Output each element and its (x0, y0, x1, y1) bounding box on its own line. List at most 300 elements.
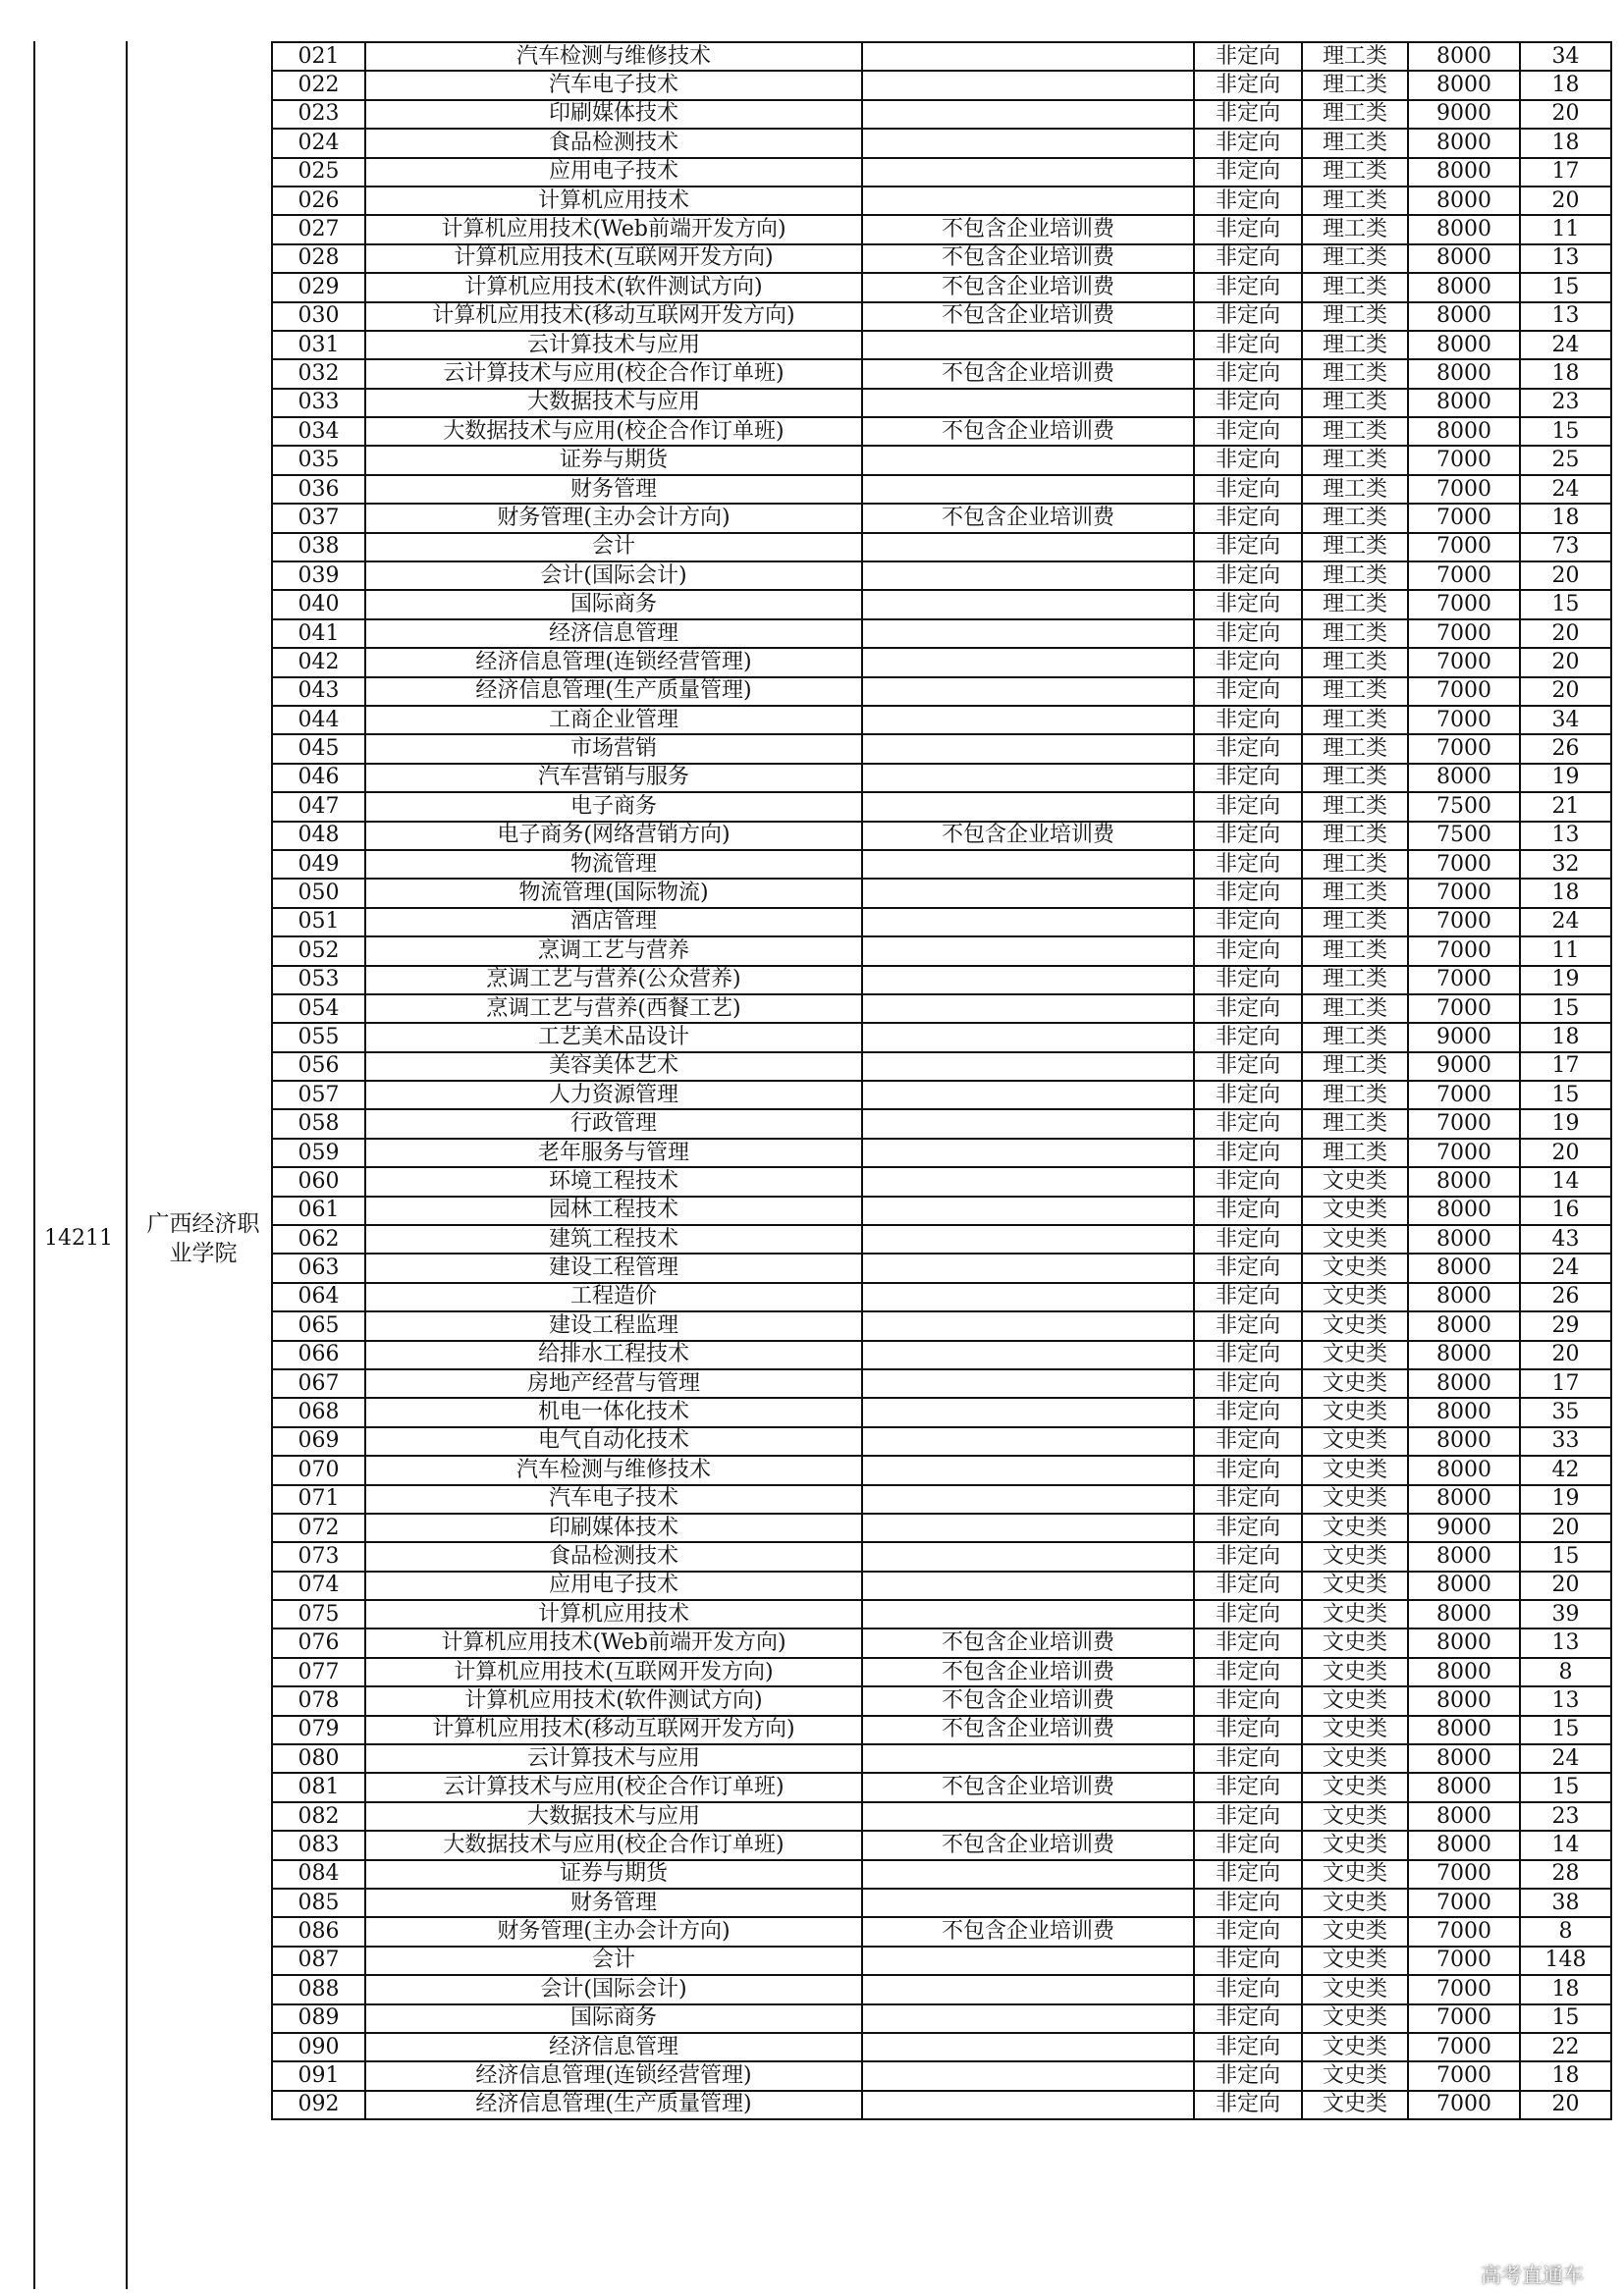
subject-category-cell: 理工类 (1302, 994, 1408, 1023)
plan-type-cell: 非定向 (1194, 1572, 1302, 1600)
quota-cell: 13 (1520, 822, 1611, 850)
table-row (272, 734, 1611, 763)
tuition-cell: 7000 (1408, 966, 1520, 994)
tuition-cell: 9000 (1408, 1052, 1520, 1081)
subject-category-cell: 文史类 (1302, 1311, 1408, 1340)
quota-cell: 19 (1520, 1109, 1611, 1138)
quota-cell: 18 (1520, 129, 1611, 157)
table-row (272, 1802, 1611, 1831)
plan-type-cell: 非定向 (1194, 302, 1302, 331)
tuition-cell: 8000 (1408, 1398, 1520, 1426)
plan-type-cell: 非定向 (1194, 1542, 1302, 1571)
major-name-cell: 印刷媒体技术 (365, 1514, 862, 1542)
table-row (272, 244, 1611, 273)
major-code-cell: 084 (272, 1860, 365, 1889)
major-code-cell: 049 (272, 850, 365, 879)
major-name-cell: 汽车检测与维修技术 (365, 42, 862, 71)
table-row (272, 677, 1611, 706)
major-name-cell: 云计算技术与应用 (365, 1744, 862, 1773)
tuition-cell: 8000 (1408, 71, 1520, 99)
major-code-cell: 087 (272, 1947, 365, 1975)
remark-cell (862, 1947, 1194, 1975)
table-row (272, 1572, 1611, 1600)
tuition-cell: 7000 (1408, 590, 1520, 618)
major-code-cell: 042 (272, 648, 365, 676)
plan-type-cell: 非定向 (1194, 1744, 1302, 1773)
major-code-cell: 025 (272, 158, 365, 187)
remark-cell (862, 1744, 1194, 1773)
table-row (272, 1947, 1611, 1975)
major-name-cell: 计算机应用技术(软件测试方向) (365, 1686, 862, 1715)
table-row (272, 1889, 1611, 1917)
remark-cell (862, 2091, 1194, 2119)
major-name-cell: 食品检测技术 (365, 129, 862, 157)
major-code-cell: 039 (272, 561, 365, 590)
plan-type-cell: 非定向 (1194, 908, 1302, 936)
tuition-cell: 7000 (1408, 2033, 1520, 2061)
plan-type-cell: 非定向 (1194, 1975, 1302, 2003)
subject-category-cell: 理工类 (1302, 1023, 1408, 1051)
plan-type-cell: 非定向 (1194, 1023, 1302, 1051)
remark-cell: 不包含企业培训费 (862, 1917, 1194, 1946)
remark-cell (862, 1081, 1194, 1109)
major-name-cell: 房地产经营与管理 (365, 1369, 862, 1398)
subject-category-cell: 理工类 (1302, 359, 1408, 388)
major-code-cell: 056 (272, 1052, 365, 1081)
quota-cell: 18 (1520, 2061, 1611, 2090)
subject-category-cell: 文史类 (1302, 1716, 1408, 1744)
college-name-line1: 广西经济职 (146, 1211, 260, 1237)
table-row (272, 2061, 1611, 2090)
major-code-cell: 071 (272, 1485, 365, 1514)
plan-type-cell: 非定向 (1194, 1456, 1302, 1484)
subject-category-cell: 理工类 (1302, 966, 1408, 994)
tuition-cell: 8000 (1408, 1427, 1520, 1456)
major-code-cell: 064 (272, 1283, 365, 1311)
subject-category-cell: 文史类 (1302, 2061, 1408, 2090)
remark-cell (862, 1109, 1194, 1138)
tuition-cell: 8000 (1408, 244, 1520, 273)
table-row (272, 1139, 1611, 1167)
major-name-cell: 计算机应用技术 (365, 187, 862, 215)
quota-cell: 20 (1520, 1572, 1611, 1600)
subject-category-cell: 理工类 (1302, 187, 1408, 215)
plan-type-cell: 非定向 (1194, 389, 1302, 417)
major-name-cell: 老年服务与管理 (365, 1139, 862, 1167)
major-code-cell: 046 (272, 764, 365, 792)
remark-cell (862, 1369, 1194, 1398)
tuition-cell: 7000 (1408, 446, 1520, 474)
subject-category-cell: 理工类 (1302, 648, 1408, 676)
quota-cell: 26 (1520, 1283, 1611, 1311)
quota-cell: 17 (1520, 158, 1611, 187)
plan-type-cell: 非定向 (1194, 792, 1302, 821)
major-code-cell: 034 (272, 417, 365, 446)
major-name-cell: 计算机应用技术(Web前端开发方向) (365, 1629, 862, 1657)
quota-cell: 13 (1520, 1629, 1611, 1657)
major-code-cell: 033 (272, 389, 365, 417)
subject-category-cell: 理工类 (1302, 215, 1408, 243)
tuition-cell: 8000 (1408, 1197, 1520, 1225)
major-code-cell: 088 (272, 1975, 365, 2003)
remark-cell: 不包含企业培训费 (862, 1831, 1194, 1859)
major-code-cell: 078 (272, 1686, 365, 1715)
major-name-cell: 烹调工艺与营养(西餐工艺) (365, 994, 862, 1023)
table-row (272, 1860, 1611, 1889)
quota-cell: 15 (1520, 2004, 1611, 2033)
major-name-cell: 经济信息管理(生产质量管理) (365, 2091, 862, 2119)
subject-category-cell: 文史类 (1302, 1831, 1408, 1859)
remark-cell (862, 71, 1194, 99)
subject-category-cell: 理工类 (1302, 590, 1408, 618)
tuition-cell: 7000 (1408, 2004, 1520, 2033)
major-code-cell: 073 (272, 1542, 365, 1571)
quota-cell: 11 (1520, 936, 1611, 965)
remark-cell (862, 42, 1194, 71)
quota-cell: 14 (1520, 1831, 1611, 1859)
subject-category-cell: 理工类 (1302, 850, 1408, 879)
quota-cell: 20 (1520, 1514, 1611, 1542)
tuition-cell: 8000 (1408, 187, 1520, 215)
table-row (272, 850, 1611, 879)
tuition-cell: 7000 (1408, 533, 1520, 561)
major-code-cell: 029 (272, 273, 365, 301)
major-code-cell: 090 (272, 2033, 365, 2061)
remark-cell (862, 533, 1194, 561)
tuition-cell: 7000 (1408, 1139, 1520, 1167)
quota-cell: 16 (1520, 1197, 1611, 1225)
subject-category-cell: 文史类 (1302, 2091, 1408, 2119)
tuition-cell: 8000 (1408, 215, 1520, 243)
table-row (272, 1109, 1611, 1138)
tuition-cell: 7000 (1408, 706, 1520, 734)
tuition-cell: 8000 (1408, 1341, 1520, 1369)
table-row (272, 1427, 1611, 1456)
quota-cell: 20 (1520, 561, 1611, 590)
quota-cell: 24 (1520, 1744, 1611, 1773)
subject-category-cell: 文史类 (1302, 1860, 1408, 1889)
plan-type-cell: 非定向 (1194, 706, 1302, 734)
remark-cell (862, 908, 1194, 936)
major-code-cell: 079 (272, 1716, 365, 1744)
plan-type-cell: 非定向 (1194, 1773, 1302, 1801)
subject-category-cell: 文史类 (1302, 1600, 1408, 1629)
subject-category-cell: 文史类 (1302, 1975, 1408, 2003)
table-row (272, 1341, 1611, 1369)
major-code-cell: 051 (272, 908, 365, 936)
subject-category-cell: 文史类 (1302, 1341, 1408, 1369)
remark-cell (862, 187, 1194, 215)
table-row (272, 389, 1611, 417)
remark-cell (862, 1341, 1194, 1369)
tuition-cell: 7000 (1408, 908, 1520, 936)
plan-type-cell: 非定向 (1194, 1225, 1302, 1254)
tuition-cell: 8000 (1408, 1773, 1520, 1801)
plan-type-cell: 非定向 (1194, 2033, 1302, 2061)
plan-type-cell: 非定向 (1194, 879, 1302, 907)
major-code-cell: 068 (272, 1398, 365, 1426)
major-code-cell: 035 (272, 446, 365, 474)
major-name-cell: 会计 (365, 533, 862, 561)
table-row (272, 302, 1611, 331)
major-code-cell: 075 (272, 1600, 365, 1629)
subject-category-cell: 文史类 (1302, 1398, 1408, 1426)
tuition-cell: 7000 (1408, 1860, 1520, 1889)
plan-type-cell: 非定向 (1194, 2004, 1302, 2033)
tuition-cell: 7000 (1408, 879, 1520, 907)
quota-cell: 13 (1520, 302, 1611, 331)
remark-cell: 不包含企业培训费 (862, 1773, 1194, 1801)
table-row (272, 1456, 1611, 1484)
major-name-cell: 大数据技术与应用(校企合作订单班) (365, 1831, 862, 1859)
major-name-cell: 应用电子技术 (365, 1572, 862, 1600)
table-row (272, 273, 1611, 301)
major-name-cell: 国际商务 (365, 2004, 862, 2033)
remark-cell: 不包含企业培训费 (862, 1629, 1194, 1657)
major-name-cell: 给排水工程技术 (365, 1341, 862, 1369)
quota-cell: 33 (1520, 1427, 1611, 1456)
table-row (272, 100, 1611, 129)
major-name-cell: 工程造价 (365, 1283, 862, 1311)
table-row (272, 822, 1611, 850)
plan-type-cell: 非定向 (1194, 1081, 1302, 1109)
plan-type-cell: 非定向 (1194, 1831, 1302, 1859)
plan-type-cell: 非定向 (1194, 244, 1302, 273)
plan-type-cell: 非定向 (1194, 1139, 1302, 1167)
subject-category-cell: 理工类 (1302, 42, 1408, 71)
major-code-cell: 045 (272, 734, 365, 763)
quota-cell: 20 (1520, 1341, 1611, 1369)
quota-cell: 23 (1520, 1802, 1611, 1831)
tuition-cell: 8000 (1408, 1831, 1520, 1859)
remark-cell (862, 1427, 1194, 1456)
plan-type-cell: 非定向 (1194, 1600, 1302, 1629)
tuition-cell: 8000 (1408, 129, 1520, 157)
major-code-cell: 060 (272, 1167, 365, 1196)
table-row (272, 1686, 1611, 1715)
remark-cell (862, 331, 1194, 359)
major-code-cell: 074 (272, 1572, 365, 1600)
quota-cell: 18 (1520, 879, 1611, 907)
major-code-cell: 044 (272, 706, 365, 734)
college-code: 14211 (44, 1226, 113, 1251)
major-name-cell: 环境工程技术 (365, 1167, 862, 1196)
quota-cell: 18 (1520, 359, 1611, 388)
table-row (272, 1023, 1611, 1051)
quota-cell: 18 (1520, 1975, 1611, 2003)
plan-type-cell: 非定向 (1194, 1658, 1302, 1686)
plan-type-cell: 非定向 (1194, 129, 1302, 157)
table-row (272, 1542, 1611, 1571)
quota-cell: 15 (1520, 1773, 1611, 1801)
tuition-cell: 8000 (1408, 1542, 1520, 1571)
subject-category-cell: 文史类 (1302, 2004, 1408, 2033)
major-code-cell: 032 (272, 359, 365, 388)
major-name-cell: 汽车电子技术 (365, 71, 862, 99)
remark-cell (862, 734, 1194, 763)
remark-cell (862, 677, 1194, 706)
table-row (272, 648, 1611, 676)
remark-cell (862, 100, 1194, 129)
plan-type-cell: 非定向 (1194, 331, 1302, 359)
table-row (272, 1917, 1611, 1946)
quota-cell: 18 (1520, 504, 1611, 532)
major-code-cell: 077 (272, 1658, 365, 1686)
major-name-cell: 国际商务 (365, 590, 862, 618)
major-name-cell: 大数据技术与应用 (365, 389, 862, 417)
major-code-cell: 024 (272, 129, 365, 157)
tuition-cell: 8000 (1408, 1225, 1520, 1254)
tuition-cell: 8000 (1408, 158, 1520, 187)
major-code-cell: 047 (272, 792, 365, 821)
major-code-cell: 083 (272, 1831, 365, 1859)
plan-type-cell: 非定向 (1194, 215, 1302, 243)
major-name-cell: 财务管理 (365, 1889, 862, 1917)
remark-cell (862, 1456, 1194, 1484)
major-enrollment-table (271, 41, 1612, 2120)
subject-category-cell: 理工类 (1302, 1052, 1408, 1081)
subject-category-cell: 理工类 (1302, 706, 1408, 734)
tuition-cell: 8000 (1408, 1283, 1520, 1311)
quota-cell: 17 (1520, 1052, 1611, 1081)
tuition-cell: 8000 (1408, 1716, 1520, 1744)
table-row (272, 1081, 1611, 1109)
remark-cell: 不包含企业培训费 (862, 359, 1194, 388)
plan-type-cell: 非定向 (1194, 1860, 1302, 1889)
table-row (272, 1716, 1611, 1744)
subject-category-cell: 理工类 (1302, 792, 1408, 821)
remark-cell (862, 1167, 1194, 1196)
subject-category-cell: 文史类 (1302, 1658, 1408, 1686)
subject-category-cell: 理工类 (1302, 504, 1408, 532)
table-row (272, 129, 1611, 157)
quota-cell: 19 (1520, 1485, 1611, 1514)
subject-category-cell: 文史类 (1302, 1167, 1408, 1196)
subject-category-cell: 理工类 (1302, 561, 1408, 590)
table-row (272, 359, 1611, 388)
table-row (272, 908, 1611, 936)
major-code-cell: 053 (272, 966, 365, 994)
quota-cell: 13 (1520, 1686, 1611, 1715)
remark-cell (862, 389, 1194, 417)
plan-type-cell: 非定向 (1194, 71, 1302, 99)
plan-type-cell: 非定向 (1194, 1716, 1302, 1744)
major-name-cell: 物流管理 (365, 850, 862, 879)
major-name-cell: 财务管理(主办会计方向) (365, 504, 862, 532)
major-name-cell: 机电一体化技术 (365, 1398, 862, 1426)
subject-category-cell: 文史类 (1302, 1514, 1408, 1542)
remark-cell (862, 2004, 1194, 2033)
remark-cell (862, 446, 1194, 474)
subject-category-cell: 文史类 (1302, 1773, 1408, 1801)
table-row (272, 1225, 1611, 1254)
major-name-cell: 建筑工程技术 (365, 1225, 862, 1254)
major-name-cell: 计算机应用技术(互联网开发方向) (365, 1658, 862, 1686)
tuition-cell: 8000 (1408, 1485, 1520, 1514)
major-name-cell: 经济信息管理 (365, 2033, 862, 2061)
major-name-cell: 电子商务(网络营销方向) (365, 822, 862, 850)
quota-cell: 43 (1520, 1225, 1611, 1254)
remark-cell: 不包含企业培训费 (862, 1716, 1194, 1744)
remark-cell (862, 1398, 1194, 1426)
quota-cell: 35 (1520, 1398, 1611, 1426)
remark-cell (862, 1139, 1194, 1167)
plan-type-cell: 非定向 (1194, 1514, 1302, 1542)
quota-cell: 34 (1520, 42, 1611, 71)
subject-category-cell: 理工类 (1302, 302, 1408, 331)
major-name-cell: 大数据技术与应用(校企合作订单班) (365, 417, 862, 446)
remark-cell: 不包含企业培训费 (862, 417, 1194, 446)
quota-cell: 19 (1520, 966, 1611, 994)
major-name-cell: 计算机应用技术 (365, 1600, 862, 1629)
major-name-cell: 云计算技术与应用 (365, 331, 862, 359)
subject-category-cell: 理工类 (1302, 619, 1408, 648)
tuition-cell: 7000 (1408, 504, 1520, 532)
plan-type-cell: 非定向 (1194, 1398, 1302, 1426)
tuition-cell: 9000 (1408, 100, 1520, 129)
subject-category-cell: 理工类 (1302, 734, 1408, 763)
subject-category-cell: 理工类 (1302, 533, 1408, 561)
tuition-cell: 8000 (1408, 273, 1520, 301)
subject-category-cell: 理工类 (1302, 475, 1408, 504)
subject-category-cell: 理工类 (1302, 129, 1408, 157)
plan-type-cell: 非定向 (1194, 475, 1302, 504)
remark-cell (862, 129, 1194, 157)
tuition-cell: 7000 (1408, 994, 1520, 1023)
remark-cell (862, 561, 1194, 590)
major-name-cell: 汽车检测与维修技术 (365, 1456, 862, 1484)
tuition-cell: 8000 (1408, 1600, 1520, 1629)
plan-type-cell: 非定向 (1194, 187, 1302, 215)
table-body (272, 42, 1611, 2119)
major-name-cell: 财务管理(主办会计方向) (365, 1917, 862, 1946)
subject-category-cell: 文史类 (1302, 1456, 1408, 1484)
major-name-cell: 园林工程技术 (365, 1197, 862, 1225)
quota-cell: 17 (1520, 1369, 1611, 1398)
subject-category-cell: 文史类 (1302, 1369, 1408, 1398)
plan-type-cell: 非定向 (1194, 822, 1302, 850)
major-name-cell: 工艺美术品设计 (365, 1023, 862, 1051)
tuition-cell: 8000 (1408, 1167, 1520, 1196)
major-name-cell: 美容美体艺术 (365, 1052, 862, 1081)
major-name-cell: 计算机应用技术(Web前端开发方向) (365, 215, 862, 243)
subject-category-cell: 文史类 (1302, 2033, 1408, 2061)
quota-cell: 15 (1520, 273, 1611, 301)
major-code-cell: 050 (272, 879, 365, 907)
subject-category-cell: 文史类 (1302, 1744, 1408, 1773)
table-row (272, 1485, 1611, 1514)
tuition-cell: 7000 (1408, 1109, 1520, 1138)
major-code-cell: 063 (272, 1254, 365, 1282)
major-code-cell: 026 (272, 187, 365, 215)
plan-type-cell: 非定向 (1194, 1802, 1302, 1831)
remark-cell (862, 1889, 1194, 1917)
plan-type-cell: 非定向 (1194, 1427, 1302, 1456)
plan-type-cell: 非定向 (1194, 504, 1302, 532)
plan-type-cell: 非定向 (1194, 533, 1302, 561)
major-name-cell: 证券与期货 (365, 1860, 862, 1889)
table-row (272, 1831, 1611, 1859)
quota-cell: 20 (1520, 1139, 1611, 1167)
major-code-cell: 069 (272, 1427, 365, 1456)
tuition-cell: 8000 (1408, 389, 1520, 417)
tuition-cell: 7000 (1408, 1975, 1520, 2003)
major-name-cell: 财务管理 (365, 475, 862, 504)
quota-cell: 15 (1520, 994, 1611, 1023)
major-code-cell: 054 (272, 994, 365, 1023)
plan-type-cell: 非定向 (1194, 648, 1302, 676)
tuition-cell: 8000 (1408, 764, 1520, 792)
